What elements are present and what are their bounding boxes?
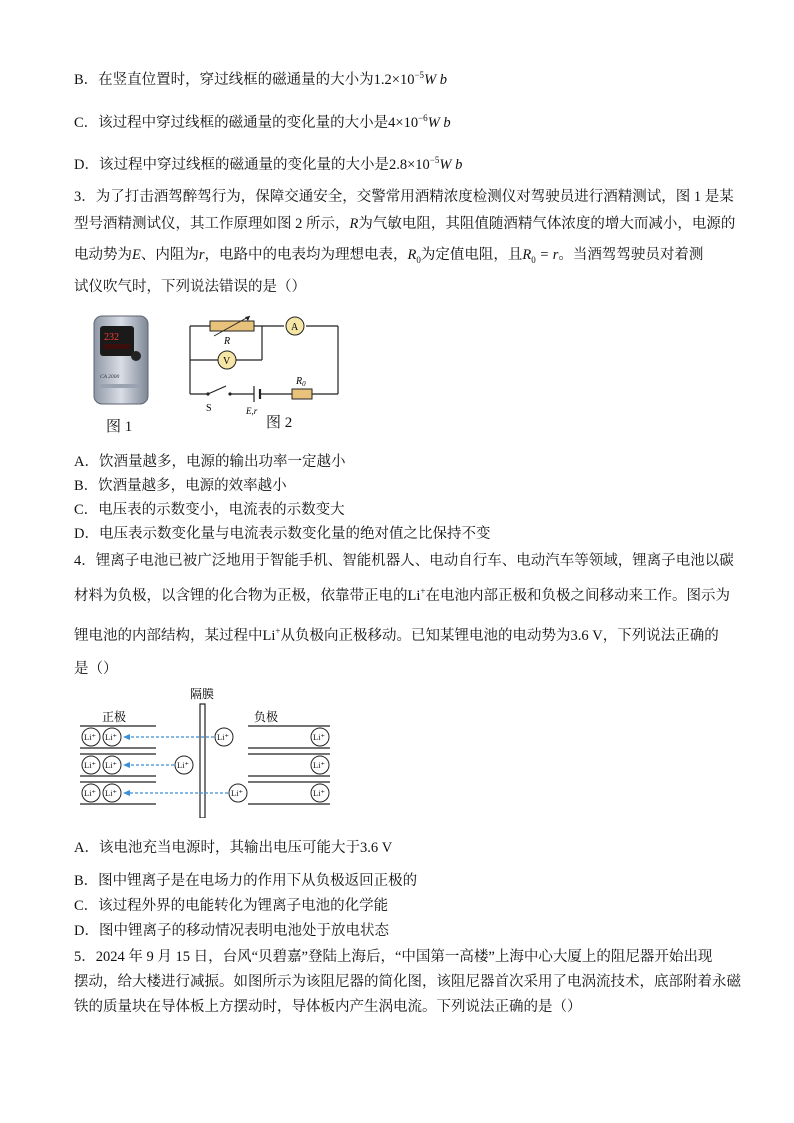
q3-option-b: B．饮酒量越多，电源的效率越小 <box>74 478 287 494</box>
svg-text:Li⁺: Li⁺ <box>84 760 97 770</box>
resistor-r0-label: $R_0$ <box>296 376 306 388</box>
voltmeter-label: V <box>223 356 231 367</box>
svg-text:Li⁺: Li⁺ <box>84 732 97 742</box>
q4-option-a: A．该电池充当电源时，其输出电压可能大于3.6 V <box>74 840 393 856</box>
q3-option-a: A．饮酒量越多，电源的输出功率一定越小 <box>74 454 346 470</box>
circuit-diagram <box>180 314 350 418</box>
battery-label: E,r <box>246 406 258 416</box>
svg-text:Li⁺: Li⁺ <box>313 760 326 770</box>
q2-option-b: B．在竖直位置时，穿过线框的磁通量的大小为$1.2\times 10^{-5}W$ b <box>74 70 448 88</box>
figure-2-caption: 图 2 <box>266 415 293 431</box>
device-model: CA 2000 <box>100 374 120 380</box>
q3-stem-line-1: 3．为了打击酒驾醉驾行为，保障交通安全，交警常用酒精浓度检测仪对驾驶员进行酒精测试，图 1 是某 <box>74 189 734 205</box>
q4-stem-line-4: 是（） <box>74 661 118 677</box>
breathalyzer-figure <box>86 314 156 408</box>
device-display: 232 <box>104 332 119 343</box>
q4-stem-line-1: 4．锂离子电池已被广泛地用于智能手机、智能机器人、电动自行车、电动汽车等领域，锂离子电池以碳 <box>74 553 734 569</box>
q3-stem-line-4: 试仪吹气时，下列说法错误的是（） <box>74 279 306 295</box>
q3-stem-line-2: 型号酒精测试仪，其工作原理如图 2 所示，R为气敏电阻，其阻值随酒精气体浓度的增大而减小，电源的 <box>74 216 736 232</box>
positive-electrode-label: 正极 <box>102 710 127 724</box>
svg-text:Li⁺: Li⁺ <box>84 788 97 798</box>
q4-stem-line-2: 材料为负极，以含锂的化合物为正极，依靠带正电的Li+在电池内部正极和负极之间移动来工作。图示为 <box>74 586 730 604</box>
q4-option-c: C．该过程外界的电能转化为锂离子电池的化学能 <box>74 898 389 914</box>
svg-text:Li⁺: Li⁺ <box>217 732 230 742</box>
q4-option-b: B．图中锂离子是在电场力的作用下从负极返回正极的 <box>74 873 418 889</box>
ammeter-label: A <box>291 322 299 333</box>
svg-text:Li⁺: Li⁺ <box>313 788 326 798</box>
resistor-r-label: R <box>224 336 231 347</box>
q3-option-d: D．电压表示数变化量与电流表示数变化量的绝对值之比保持不变 <box>74 526 491 542</box>
svg-text:Li⁺: Li⁺ <box>105 788 118 798</box>
q3-option-c: C．电压表的示数变小，电流表的示数变大 <box>74 502 345 518</box>
q5-stem-line-3: 铁的质量块在导体板上方摆动时，导体板内产生涡电流。下列说法正确的是（） <box>74 999 582 1015</box>
q2-option-c: C．该过程中穿过线框的磁通量的变化量的大小是$4\times 10^{-6}W$ b <box>74 113 451 131</box>
svg-text:Li⁺: Li⁺ <box>231 788 244 798</box>
q5-stem-line-2: 摆动，给大楼进行减振。如图所示为该阻尼器的简化图，该阻尼器首次采用了电涡流技术，底部附着永磁 <box>74 974 741 990</box>
q4-option-d: D．图中锂离子的移动情况表明电池处于放电状态 <box>74 923 389 939</box>
switch-label: S <box>206 403 212 414</box>
q2-option-d: D．该过程中穿过线框的磁通量的变化量的大小是$2.8\times 10^{-5}W$ b <box>74 155 463 173</box>
q4-stem-line-3: 锂电池的内部结构，某过程中Li+从负极向正极移动。已知某锂电池的电动势为3.6 V，下列说法正确的 <box>74 626 719 644</box>
svg-text:Li⁺: Li⁺ <box>177 760 190 770</box>
figure-1-caption: 图 1 <box>106 419 133 435</box>
lithium-battery-figure <box>76 686 346 818</box>
negative-electrode-label: 负极 <box>254 710 279 724</box>
q5-stem-line-1: 5．2024 年 9 月 15 日，台风“贝碧嘉”登陆上海后，“中国第一高楼”上海中心大厦上的阻尼器开始出现 <box>74 949 713 965</box>
separator-label: 隔膜 <box>190 687 215 701</box>
svg-text:Li⁺: Li⁺ <box>313 732 326 742</box>
q3-stem-line-3: 电动势为E、内阻为r，电路中的电表均为理想电表，$R_0$为定值电阻，且$R_0 = r$。当酒驾驾驶员对着测 <box>74 247 704 265</box>
svg-text:Li⁺: Li⁺ <box>105 732 118 742</box>
svg-text:Li⁺: Li⁺ <box>105 760 118 770</box>
